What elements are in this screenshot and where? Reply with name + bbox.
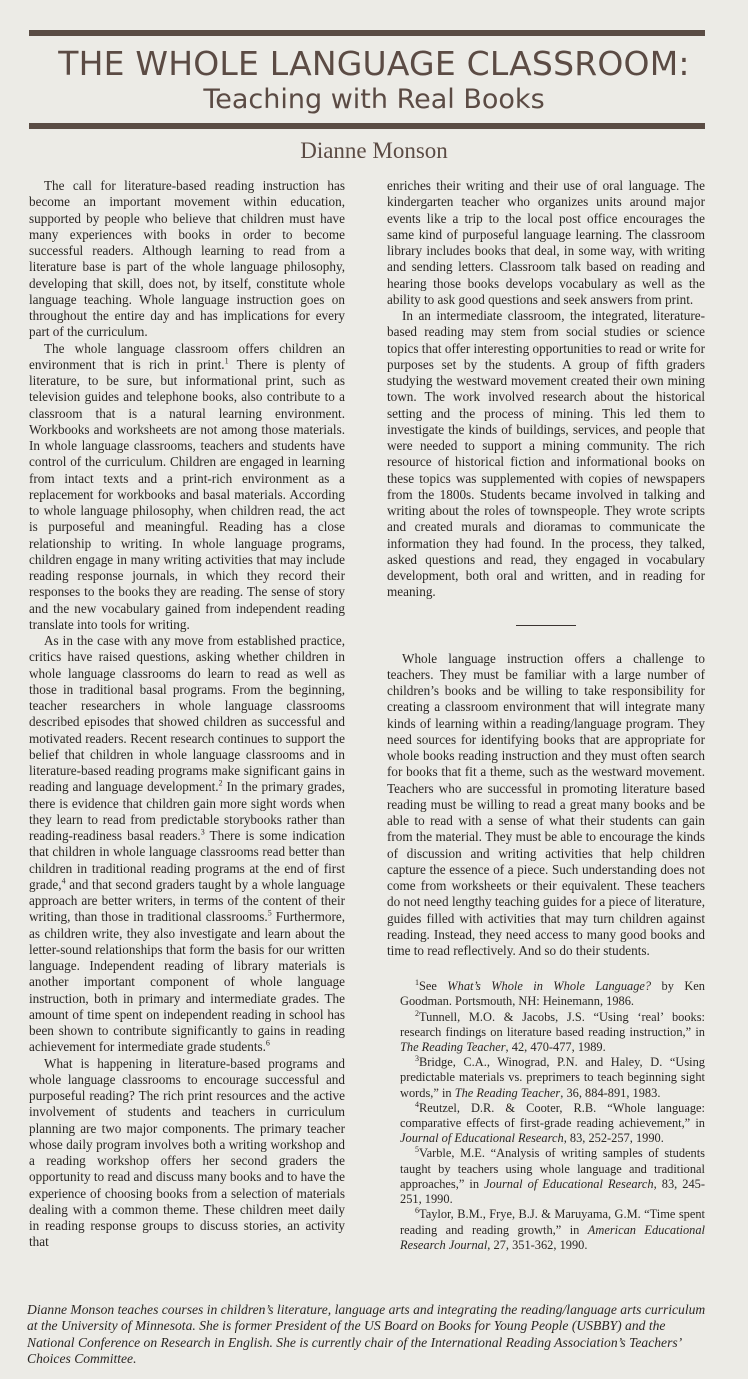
footnote-ref: 6: [265, 1038, 270, 1048]
paragraph: The call for literature-based reading instruction has become an important movement within education, supported by people who believe that children must have many experiences with books in order to become successful readers. Although learning to read from a literature base is part of the whole language philosophy, developing that skill, does not, by itself, constitute whole language teaching. Whole language instruction goes on throughout the entire day and has implications for every part of the curriculum.: [29, 178, 345, 340]
author-bio: Dianne Monson teaches courses in children’s literature, language arts and integrating the reading/language arts curriculum at the University of Minnesota. She is former President of the US Board on Books for Young People (USBBY) and the National Conference on Research in English. She is currently chair of the International Reading Association’s Teachers’ Choices Committee.: [27, 1302, 706, 1366]
footnote: $^6$Taylor, B.M., Frye, B.J. & Maruyama, G.M. “Time spent reading and reading growth,” in American Educational Research Journal, 27, 351-362, 1990.: [400, 1206, 705, 1252]
left-column: [29, 178, 345, 1251]
footnote-ref: 1: [224, 356, 229, 366]
title-rule: [29, 123, 705, 129]
footnote: $^4$Reutzel, D.R. & Cooter, R.B. “Whole language: comparative effects of first-grade reading achievement,” in Journal of Educational Research, 83, 252-257, 1990.: [400, 1099, 705, 1146]
footnote: $^1$See What’s Whole in Whole Language? by Ken Goodman. Portsmouth, NH: Heinemann, 1986.: [400, 978, 705, 1009]
footnote-ref: 2: [218, 778, 223, 788]
paragraph: The whole language classroom offers children an environment that is rich in print.$^1$ There is plenty of literature, to be sure, but informational print, such as television guides and telephone books, also contribute to a classroom that is a natural learning environment. Workbooks and worksheets are not among those materials. In whole language classrooms, teachers and students have control of the curriculum. Children are engaged in learning from intact texts and a print-rich environment as a replacement for workbooks and basal materials. According to whole language philosophy, when children read, the act is purposeful and meaningful. Reading has a close relationship to writing. In whole language programs, children engage in many writing activities that may include reading response journals, in which they record their responses to the books they are reading. The sense of story and the new vocabulary gained from independent reading translate into tools for writing.: [29, 340, 345, 632]
footnotes: [387, 979, 705, 1253]
top-rule: [29, 30, 705, 36]
paragraph: enriches their writing and their use of oral language. The kindergarten teacher who organizes units around major events like a trip to the local post office encourages the same kind of purposeful language learning. The classroom library includes books that deal, in some way, with writing and sending letters. Classroom talk based on reading and hearing those books develops vocabulary as well as the ability to ask good questions and seek answers from print.: [387, 178, 705, 307]
right-column: [387, 178, 705, 1253]
article-subtitle: Teaching with Real Books: [203, 84, 545, 115]
footnote-ref: 3: [200, 827, 205, 837]
paragraph: In an intermediate classroom, the integrated, literature-based reading may stem from social studies or science topics that offer interesting opportunities to read or write for purposes set by the students. A group of fifth graders studying the westward movement created their own mining town. The work involved research about the historical setting and the process of mining. This led them to investigate the kinds of buildings, services, and people that were needed to support a mining community. The rich resource of historical fiction and informational books on these topics was supplemented with copies of newspapers from the 1800s. Students became involved in talking and writing about the roles of townspeople. They wrote scripts and created murals and dioramas to communicate the information they had found. In the process, they talked, asked questions and read, they engaged in vocabulary development, both oral and written, and in reading for meaning.: [387, 308, 706, 600]
footnote-ref: 5: [267, 908, 272, 918]
author-name: Dianne Monson: [300, 138, 448, 163]
paragraph: As in the case with any move from established practice, critics have raised questions, asking whether children in whole language classrooms do learn to read as well as those in traditional basal programs. From the beginning, teacher researchers in whole language classrooms described episodes that showed children as successful and motivated readers. Recent research continues to support the belief that children in whole language classrooms and in literature-based reading programs make significant gains in reading and language development.$^2$ In the primary grades, there is evidence that children gain more sight words when they learn to read from predictable storybooks rather than reading-readiness basal readers.$^3$ There is some indication that children in whole language classrooms read better than children in traditional reading programs at the end of first grade,$^4$ and that second graders taught by a whole language approach are better writers, in terms of the content of their writing, than those in traditional classrooms.$^5$ Furthermore, as children write, they also investigate and learn about the letter-sound relationships that form the basis for our written language. Independent reading of library materials is another important component of whole language instruction, both in primary and intermediate grades. The amount of time spent on independent reading in school has been shown to contribute significantly to gains in reading achievement for intermediate grade students.$^6$: [29, 633, 345, 1055]
section-divider: [516, 625, 576, 626]
footnote: $^5$Varble, M.E. “Analysis of writing samples of students taught by teachers using whole language and traditional approaches,” in Journal of Educational Research, 83, 245-251, 1990.: [400, 1145, 706, 1207]
paragraph: Whole language instruction offers a challenge to teachers. They must be familiar with a large number of children’s books and be willing to take responsibility for creating a classroom environment that will integrate many kinds of learning within a reading/language program. They need sources for identifying books that are appropriate for whole books reading instruction and they must often search for books that fit a theme, such as the westward movement. Teachers who are successful in promoting literature based reading must be willing to read a great many books and be able to read with a sense of what their students can gain from the material. They must be able to encourage the kinds of discussion and writing activities that help children capture the essence of a piece. Such understanding does not come from worksheets or their equivalent. These teachers do not need lengthy teaching guides for a piece of literature, guides filled with activities that may turn children against reading. Instead, they need access to many good books and time to read reflectively. And so do their students.: [387, 650, 705, 958]
footnote: $^3$Bridge, C.A., Winograd, P.N. and Haley, D. “Using predictable materials vs. preprimers to teach beginning sight words,” in The Reading Teacher, 36, 884-891, 1983.: [400, 1054, 705, 1100]
footnote-ref: 4: [61, 876, 66, 886]
paragraph: What is happening in literature-based programs and whole language classrooms to encourage successful and purposeful reading? The rich print resources and the active involvement of students and teachers in curriculum planning are two major components. The primary teacher whose daily program involves both a writing workshop and a reading workshop offers her second graders the opportunity to read and discuss many books and to have the experience of choosing books from a selection of materials dealing with a common theme. These children meet daily in reading response groups to discuss stories, an activity that: [29, 1055, 345, 1250]
footnote: $^2$Tunnell, M.O. & Jacobs, J.S. “Using ‘real’ books: research findings on literature based reading instruction,” in The Reading Teacher, 42, 470-477, 1989.: [400, 1008, 705, 1055]
article-title: THE WHOLE LANGUAGE CLASSROOM:: [58, 44, 690, 83]
